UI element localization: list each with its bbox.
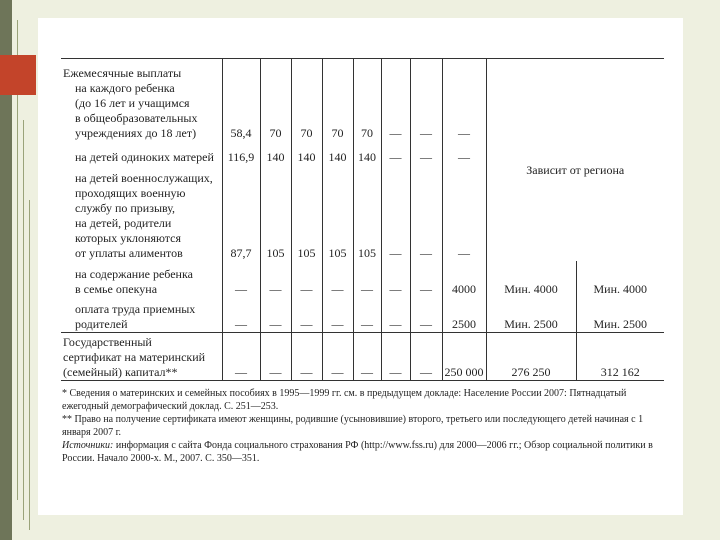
table-cell: —	[291, 297, 322, 333]
table-row	[61, 297, 664, 333]
table-cell: —	[353, 261, 381, 297]
table-cell: —	[353, 297, 381, 333]
accent-bar	[0, 55, 36, 95]
sources-text: информация с сайта Фонда социального страхования РФ (http://www.fss.ru) для 2000—2006 гг.; Обзор социальной политики в России. Начало 2000-х. М., 2007. С. 350—351.	[62, 440, 653, 464]
table-cell: —	[442, 81, 486, 141]
table-cell: 140	[322, 141, 353, 165]
table-cell: —	[353, 333, 381, 381]
table-cell: 140	[291, 141, 322, 165]
table-cell: 2500	[442, 297, 486, 333]
table-cell: —	[222, 297, 260, 333]
table-cell: 105	[260, 165, 291, 261]
table-cell: 70	[353, 81, 381, 141]
row-label-line: от уплаты алиментов	[75, 245, 183, 260]
table-cell: —	[291, 333, 322, 381]
table-cell: 105	[291, 165, 322, 261]
table-cell: 70	[322, 81, 353, 141]
table-cell: 140	[353, 141, 381, 165]
table-cell: 105	[322, 165, 353, 261]
row-label-line: оплата труда приемных	[75, 302, 196, 316]
row-label-line: в общеобразовательных	[75, 110, 198, 125]
row-label-line: сертификат на материнский	[63, 350, 206, 364]
table-cell: Мин. 2500	[576, 297, 664, 333]
region-note: Зависит от региона	[486, 81, 664, 261]
row-label-line: на детей, родители	[75, 215, 172, 230]
footnote-1: * Сведения о материнских и семейных пособиях в 1995—1999 гг. см. в предыдущем докладе: Население России 2007: Пятнадцатый ежегодный демографический доклад. С. 251—253.	[62, 388, 627, 412]
row-label-line: Государственный	[63, 335, 152, 349]
table-cell: —	[381, 165, 410, 261]
table-cell: —	[410, 333, 442, 381]
table-cell: —	[260, 333, 291, 381]
footnote-2: ** Право на получение сертификата имеют женщины, родившие (усыновившие) второго, третьего или последующего детей начиная с 1 января 2007 г.	[62, 414, 644, 438]
table-cell: —	[381, 333, 410, 381]
row-label-line: (до 16 лет и учащимся	[75, 95, 190, 110]
row-label-line: на содержание ребенка	[75, 266, 193, 281]
table-cell: —	[322, 297, 353, 333]
row-label-line: на детей одиноких матерей	[75, 149, 214, 164]
table-cell: 58,4	[222, 81, 260, 141]
row-label-line: на детей военнослужащих,	[75, 170, 213, 185]
table-cell: Мин. 2500	[486, 297, 576, 333]
sources-note	[62, 439, 662, 465]
row-label-line: в семье опекуна	[75, 281, 158, 296]
table-section-header: Ежемесячные выплаты	[61, 59, 222, 81]
table-cell: —	[291, 261, 322, 297]
table-cell: —	[260, 297, 291, 333]
decorative-line	[29, 200, 30, 530]
table-cell: —	[442, 165, 486, 261]
table-cell: 250 000	[442, 333, 486, 381]
table-cell: —	[410, 165, 442, 261]
row-label-line: проходящих военную	[75, 185, 186, 200]
row-label-line: которых уклоняются	[75, 230, 182, 245]
row-label-line: учреждениях до 18 лет)	[75, 125, 197, 140]
table-cell: 116,9	[222, 141, 260, 165]
table-cell: 140	[260, 141, 291, 165]
table-cell: —	[260, 261, 291, 297]
table-cell: —	[381, 81, 410, 141]
table-cell: —	[222, 261, 260, 297]
table-cell: —	[410, 81, 442, 141]
table-row	[61, 81, 664, 141]
table-cell: —	[381, 261, 410, 297]
decorative-line	[23, 120, 24, 520]
row-label-line: службу по призыву,	[75, 200, 176, 215]
table-cell: 70	[291, 81, 322, 141]
row-label-line: (семейный) капитал**	[63, 365, 178, 379]
table-cell: —	[442, 141, 486, 165]
row-label-line: родителей	[75, 317, 128, 331]
table-cell: —	[410, 141, 442, 165]
footnotes	[62, 387, 662, 465]
row-label-line: на каждого ребенка	[75, 80, 175, 95]
table-cell: Мин. 4000	[576, 261, 664, 297]
table-cell: 4000	[442, 261, 486, 297]
table-cell: —	[222, 333, 260, 381]
table-cell: 312 162	[576, 333, 664, 381]
table-cell: 276 250	[486, 333, 576, 381]
table-cell: —	[322, 261, 353, 297]
table-row	[61, 333, 664, 381]
table-cell: Мин. 4000	[486, 261, 576, 297]
table-cell: —	[381, 297, 410, 333]
table-row	[61, 261, 664, 297]
table-cell: —	[410, 261, 442, 297]
table-cell: 87,7	[222, 165, 260, 261]
table-cell: —	[322, 333, 353, 381]
table-cell: 70	[260, 81, 291, 141]
table-cell: —	[381, 141, 410, 165]
benefits-table	[61, 58, 664, 381]
table-cell: 105	[353, 165, 381, 261]
table-cell: —	[410, 297, 442, 333]
sources-label: Источники:	[62, 440, 114, 451]
